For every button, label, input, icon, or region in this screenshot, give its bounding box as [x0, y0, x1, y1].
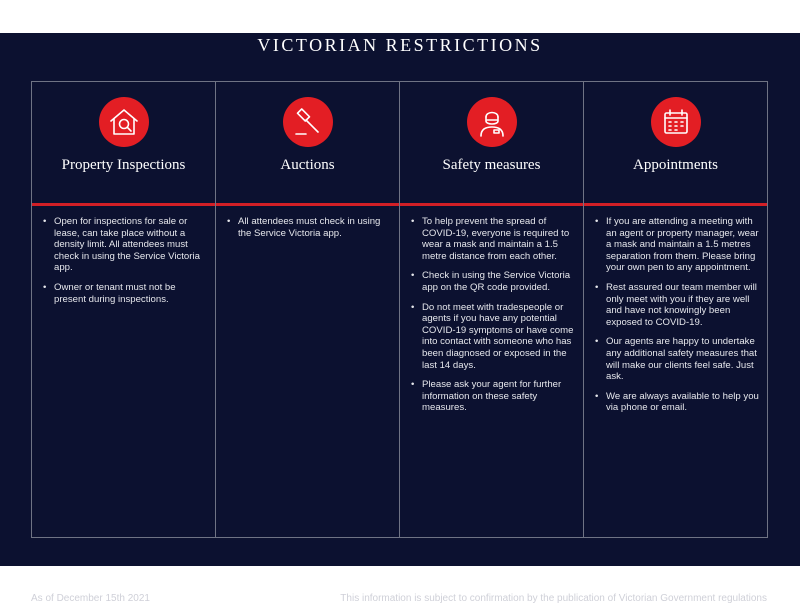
gavel-icon — [283, 97, 333, 147]
column-title: Property Inspections — [61, 157, 186, 173]
item-list — [400, 206, 583, 414]
column-title: Appointments — [633, 157, 718, 173]
page-title: VICTORIAN RESTRICTIONS — [257, 35, 543, 55]
calendar-icon — [651, 97, 701, 147]
column-header — [216, 97, 399, 206]
list-item: • Rest assured our team member will only meet with you if they are well and have not knowingly been exposed to COVID-19. — [592, 282, 759, 328]
column-header — [32, 97, 215, 206]
list-item: • Please ask your agent for further information on these safety measures. — [408, 379, 575, 414]
item-list — [216, 206, 399, 239]
item-list — [584, 206, 767, 414]
column-property-inspections — [32, 82, 216, 537]
list-item: • Open for inspections for sale or lease, can take place without a density limit. All attendees must check in using the Service Victoria app. — [40, 216, 207, 274]
column-header — [400, 97, 583, 206]
list-item: • Check in using the Service Victoria app on the QR code provided. — [408, 270, 575, 293]
column-title: Safety measures — [442, 157, 541, 173]
restrictions-panel — [0, 33, 800, 604]
footer-date: As of December 15th 2021 — [31, 593, 150, 604]
item-list — [32, 206, 215, 305]
list-item: • Do not meet with tradespeople or agents if you have any potential COVID-19 symptoms or have come into contact with someone who has been diagnosed or exposed in the last 14 days. — [408, 302, 575, 372]
column-header — [584, 97, 767, 206]
list-item: • To help prevent the spread of COVID-19, everyone is required to wear a mask and maintain a 1.5 metre distance from each other. — [408, 216, 575, 262]
house-search-icon — [99, 97, 149, 147]
column-title: Auctions — [280, 157, 335, 173]
masked-person-icon — [467, 97, 517, 147]
list-item: • Our agents are happy to undertake any additional safety measures that will make our clients feel safe. Just ask. — [592, 336, 759, 382]
column-appointments — [584, 82, 767, 537]
list-item: • We are always available to help you via phone or email. — [592, 391, 759, 414]
restrictions-grid — [31, 81, 768, 538]
column-safety-measures — [400, 82, 584, 537]
list-item: • If you are attending a meeting with an agent or property manager, wear a mask and maintain a 1.5 metres separation from them. Please bring your own pen to any appointment. — [592, 216, 759, 274]
list-item: • All attendees must check in using the Service Victoria app. — [224, 216, 391, 239]
list-item: • Owner or tenant must not be present during inspections. — [40, 282, 207, 305]
footer-disclaimer: This information is subject to confirmation by the publication of Victorian Government regulations — [340, 593, 767, 604]
column-auctions — [216, 82, 400, 537]
